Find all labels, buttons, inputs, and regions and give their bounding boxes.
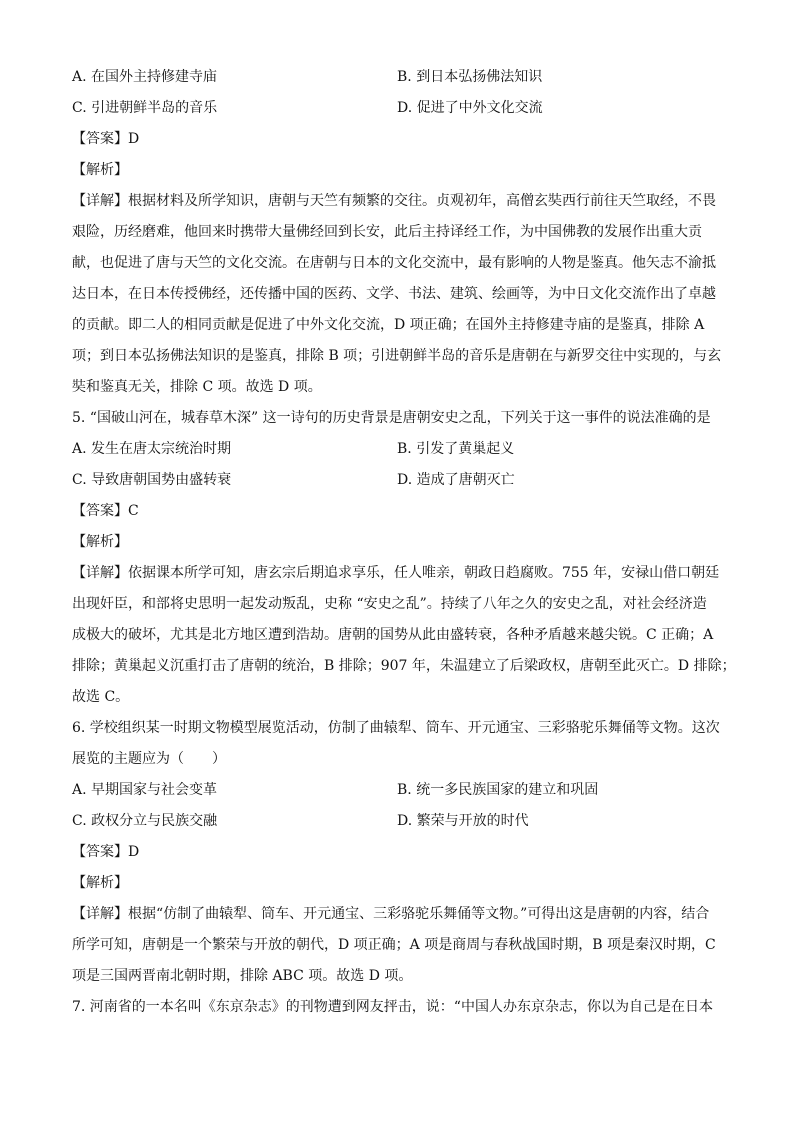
q4-option-b[interactable]: B. 到日本弘扬佛法知识 — [397, 69, 543, 85]
q6-question-line: 6. 学校组织某一时期文物模型展览活动，仿制了曲辕犁、筒车、开元通宝、三彩骆驼乐舞俑等文物。这次 — [72, 720, 720, 736]
q6-detail-line: 所学可知，唐朝是一个繁荣与开放的朝代，D 项正确；A 项是商周与春秋战国时期，B 项是秦汉时期，C — [72, 937, 716, 953]
q4-detail-line: 艰险，历经磨难，他回来时携带大量佛经回到长安，此后主持译经工作，为中国佛教的发展作出重大贡 — [72, 224, 702, 240]
q4-answer: 【答案】D — [72, 131, 140, 147]
q4-detail-line: 的贡献。即二人的相同贡献是促进了中外文化交流，D 项正确；在国外主持修建寺庙的是鉴真，排除 A — [72, 317, 705, 333]
q5-options-row-1 — [72, 434, 722, 465]
q4-options-row-1 — [72, 62, 722, 93]
q5-answer: 【答案】C — [72, 503, 139, 519]
q4-detail-line: 达日本，在日本传授佛经，还传播中国的医药、文学、书法、建筑、绘画等，为中日文化交流作出了卓越 — [72, 286, 716, 302]
q5-detail-line: 成极大的破坏，尤其是北方地区遭到浩劫。唐朝的国势从此由盛转衰，各种矛盾越来越尖锐。C 正确；A — [72, 627, 714, 643]
q5-detail-line: 故选 C。 — [72, 689, 130, 705]
q6-detail-line: 【详解】根据“仿制了曲辕犁、筒车、开元通宝、三彩骆驼乐舞俑等文物。”可得出这是唐朝的内容，结合 — [72, 906, 710, 922]
q6-detail — [72, 899, 722, 992]
q4-detail-line: 【详解】根据材料及所学知识，唐朝与天竺有频繁的交往。贞观初年，高僧玄奘西行前往天竺取经，不畏 — [72, 193, 716, 209]
q5-analysis-label: 【解析】 — [72, 534, 128, 550]
q4-options-row-2 — [72, 93, 722, 124]
q6-option-c[interactable]: C. 政权分立与民族交融 — [72, 813, 218, 829]
q4-detail-line: 献，也促进了唐与天竺的文化交流。在唐朝与日本的文化交流中，最有影响的人物是鉴真。他矢志不渝抵 — [72, 255, 716, 271]
q4-detail-line: 项；到日本弘扬佛法知识的是鉴真，排除 B 项；引进朝鲜半岛的音乐是唐朝在与新罗交往中实现的，与玄 — [72, 348, 722, 364]
q4-option-d[interactable]: D. 促进了中外文化交流 — [397, 100, 543, 116]
q5-options-row-2 — [72, 465, 722, 496]
q6-analysis-label: 【解析】 — [72, 875, 128, 891]
q5-detail — [72, 558, 736, 713]
q6-options-row-1 — [72, 775, 722, 806]
q5-detail-line: 出现奸臣，和部将史思明一起发动叛乱，史称 “安史之乱”。持续了八年之久的安史之乱，对社会经济造 — [72, 596, 707, 612]
q6-answer: 【答案】D — [72, 844, 140, 860]
q6-options-row-2 — [72, 806, 722, 837]
q5-option-d[interactable]: D. 造成了唐朝灭亡 — [397, 472, 515, 488]
q6-option-d[interactable]: D. 繁荣与开放的时代 — [397, 813, 529, 829]
q6-option-a[interactable]: A. 早期国家与社会变革 — [72, 782, 218, 798]
q7-question: 7. 河南省的一本名叫《东京杂志》的刊物遭到网友抨击，说：“中国人办东京杂志，你以为自己是在日本 — [72, 999, 713, 1015]
q4-detail — [72, 186, 722, 403]
q4-option-a[interactable]: A. 在国外主持修建寺庙 — [72, 69, 218, 85]
q4-analysis-label: 【解析】 — [72, 162, 128, 178]
q5-detail-line: 【详解】依据课本所学可知，唐玄宗后期追求享乐，任人唯亲，朝政日趋腐败。755 年，安禄山借口朝廷 — [72, 565, 720, 581]
q4-detail-line: 奘和鉴真无关，排除 C 项。故选 D 项。 — [72, 379, 322, 395]
q5-option-b[interactable]: B. 引发了黄巢起义 — [397, 441, 515, 457]
q5-detail-line: 排除；黄巢起义沉重打击了唐朝的统治，B 排除；907 年，朱温建立了后梁政权，唐朝至此灭亡。D 排除； — [72, 658, 736, 674]
q6-detail-line: 项是三国两晋南北朝时期，排除 ABC 项。故选 D 项。 — [72, 968, 413, 984]
document-page — [72, 62, 736, 1023]
q4-option-c[interactable]: C. 引进朝鲜半岛的音乐 — [72, 100, 218, 116]
q5-question: 5. “国破山河在，城春草木深” 这一诗句的历史背景是唐朝安史之乱，下列关于这一事件的说法准确的是 — [72, 410, 711, 426]
q6-question-line: 展览的主题应为（ ） — [72, 751, 226, 767]
q6-option-b[interactable]: B. 统一多民族国家的建立和巩固 — [397, 782, 599, 798]
q5-option-a[interactable]: A. 发生在唐太宗统治时期 — [72, 441, 232, 457]
q5-option-c[interactable]: C. 导致唐朝国势由盛转衰 — [72, 472, 232, 488]
